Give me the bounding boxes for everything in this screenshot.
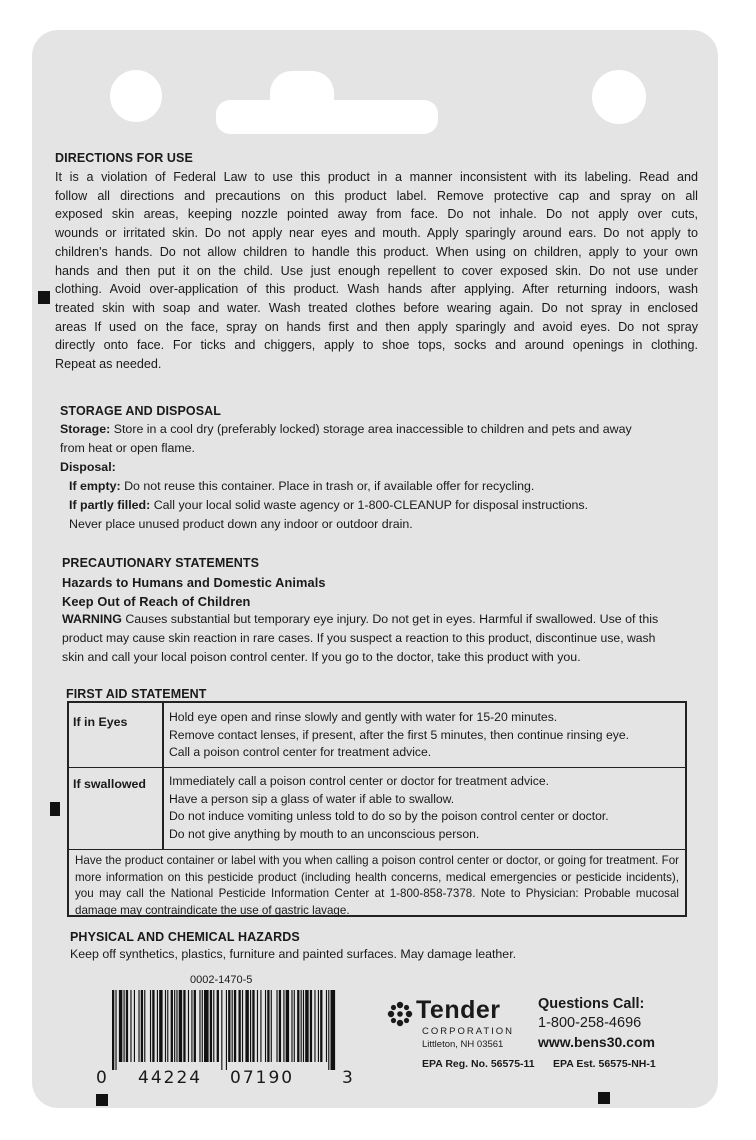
first-aid-divider (162, 703, 164, 849)
empty-text: Do not reuse this container. Place in trash or, if available offer for recycling. (124, 479, 535, 493)
directions-line: wounds or irritated skin. Do not apply near eyes and mouth. Apply sparingly around ears. Do not apply to (55, 226, 698, 241)
directions-line: treated skin with soap and water. Wash treated clothes before wearing again. Do not spray in enclosed (55, 300, 698, 315)
directions-line: It is a violation of Federal Law to use this product in a manner inconsistent with its labeling. Read and (55, 170, 698, 184)
directions-line: follow all directions and precautions on this product label. Remove protective cap and spray on all (55, 188, 698, 203)
precautionary-heading: PRECAUTIONARY STATEMENTS (62, 556, 260, 570)
directions-line: directly onto face. For ticks and chiggers, apply to shoe tops, socks and around openings in clothing. (55, 338, 698, 353)
tender-logo-icon (386, 1000, 414, 1028)
reach-subheading: Keep Out of Reach of Children (62, 594, 251, 609)
hang-slot (216, 100, 438, 134)
questions-phone: 1-800-258-4696 (538, 1015, 642, 1031)
swallowed-label: If swallowed (73, 777, 146, 791)
company-website: www.bens30.com (538, 1034, 655, 1050)
partly-label: If partly filled: (69, 498, 151, 512)
registration-mark (50, 802, 60, 816)
warning-text: Causes substantial but temporary eye injury. Do not get in eyes. Harmful if swallowed. Use of this (125, 612, 659, 626)
upc-digit-right: 3 (342, 1068, 355, 1088)
warning-label: WARNING (62, 612, 122, 626)
hang-hole-right (592, 70, 646, 124)
warning-line-3: skin and call your local poison control center. If you go to the doctor, take this product with you. (62, 650, 581, 664)
company-corporation: CORPORATION (422, 1026, 515, 1037)
disposal-partly (69, 496, 588, 514)
directions-line: hands and then put it on the child. Use just enough repellent to cover exposed skin. Do not use under (55, 263, 698, 278)
storage-line (60, 420, 632, 438)
directions-line: areas If used on the face, spray on hands first and then apply sparingly and avoid eyes. Do not spray (55, 319, 698, 334)
epa-est-number: EPA Est. 56575-NH-1 (553, 1058, 656, 1070)
company-location: Littleton, NH 03561 (422, 1039, 504, 1050)
storage-text: Store in a cool dry (preferably locked) storage area inaccessible to children and pets and away (113, 422, 632, 436)
barcode (112, 990, 336, 1070)
partly-text: Call your local solid waste agency or 1-800-CLEANUP for disposal instructions. (153, 498, 589, 512)
warning-line (62, 610, 658, 628)
disposal-never: Never place unused product down any indoor or outdoor drain. (69, 517, 413, 531)
disposal-label: Disposal: (60, 460, 116, 474)
epa-reg-number: EPA Reg. No. 56575-11 (422, 1058, 535, 1070)
empty-label: If empty: (69, 479, 121, 493)
eyes-text: Hold eye open and rinse slowly and gently with water for 15-20 minutes. Remove contact lenses, if present, after the first 5 minutes, then continue rinsing eye. Call a poison control center for treatment advice. (169, 710, 629, 759)
hazards-subheading: Hazards to Humans and Domestic Animals (62, 575, 326, 590)
registration-mark (96, 1094, 108, 1106)
swallowed-text: Immediately call a poison control center or doctor for treatment advice. Have a person sip a glass of water if able to swallow. Do not induce vomiting unless told to do so by the poison control center or doctor. Do not give anything by mouth to an unconscious person. (169, 774, 609, 841)
storage-heading: STORAGE AND DISPOSAL (60, 404, 222, 418)
eyes-label: If in Eyes (73, 715, 128, 729)
first-aid-table (67, 701, 687, 917)
storage-label: Storage: (60, 422, 111, 436)
registration-mark (38, 291, 50, 304)
registration-mark (598, 1092, 610, 1104)
upc-group-1: 44224 (138, 1068, 203, 1088)
upc-digit-left: 0 (96, 1068, 109, 1088)
warning-line-2: product may cause skin reaction in rare cases. If you suspect a reaction to this product, discontinue use, wash (62, 631, 656, 645)
upc-group-2: 07190 (230, 1068, 295, 1088)
first-aid-note: Have the product container or label with you when calling a poison control center or doctor, or going for treatment. For more information on this pesticide product (including health concerns, medical emergencies or pesticide incidents), you may call the National Pesticide Information Center at 1-800-858-7378. Note to Physician: Probable mucosal damage may contraindicate the use of gastric lavage. (75, 854, 679, 917)
questions-label: Questions Call: (538, 996, 645, 1012)
directions-line: children's hands. Do not allow children to handle this product. When using on children, apply to your own (55, 244, 698, 259)
directions-heading: DIRECTIONS FOR USE (55, 151, 193, 165)
directions-line: exposed skin areas, keeping nozzle pointed away from face. Do not inhale. Do not apply over cuts, (55, 207, 698, 222)
storage-line-2: from heat or open flame. (60, 441, 195, 455)
disposal-empty (69, 477, 534, 495)
hang-hole-left (110, 70, 162, 122)
first-aid-heading: FIRST AID STATEMENT (66, 687, 207, 701)
directions-line: Repeat as needed. (55, 357, 162, 371)
company-name: Tender (416, 996, 501, 1024)
directions-line: clothing. Avoid over-application of this product. Wash hands after applying. After returning indoors, wash (55, 282, 698, 297)
physical-text: Keep off synthetics, plastics, furniture and painted surfaces. May damage leather. (70, 947, 517, 961)
product-code: 0002-1470-5 (190, 974, 253, 986)
physical-heading: PHYSICAL AND CHEMICAL HAZARDS (70, 930, 300, 944)
